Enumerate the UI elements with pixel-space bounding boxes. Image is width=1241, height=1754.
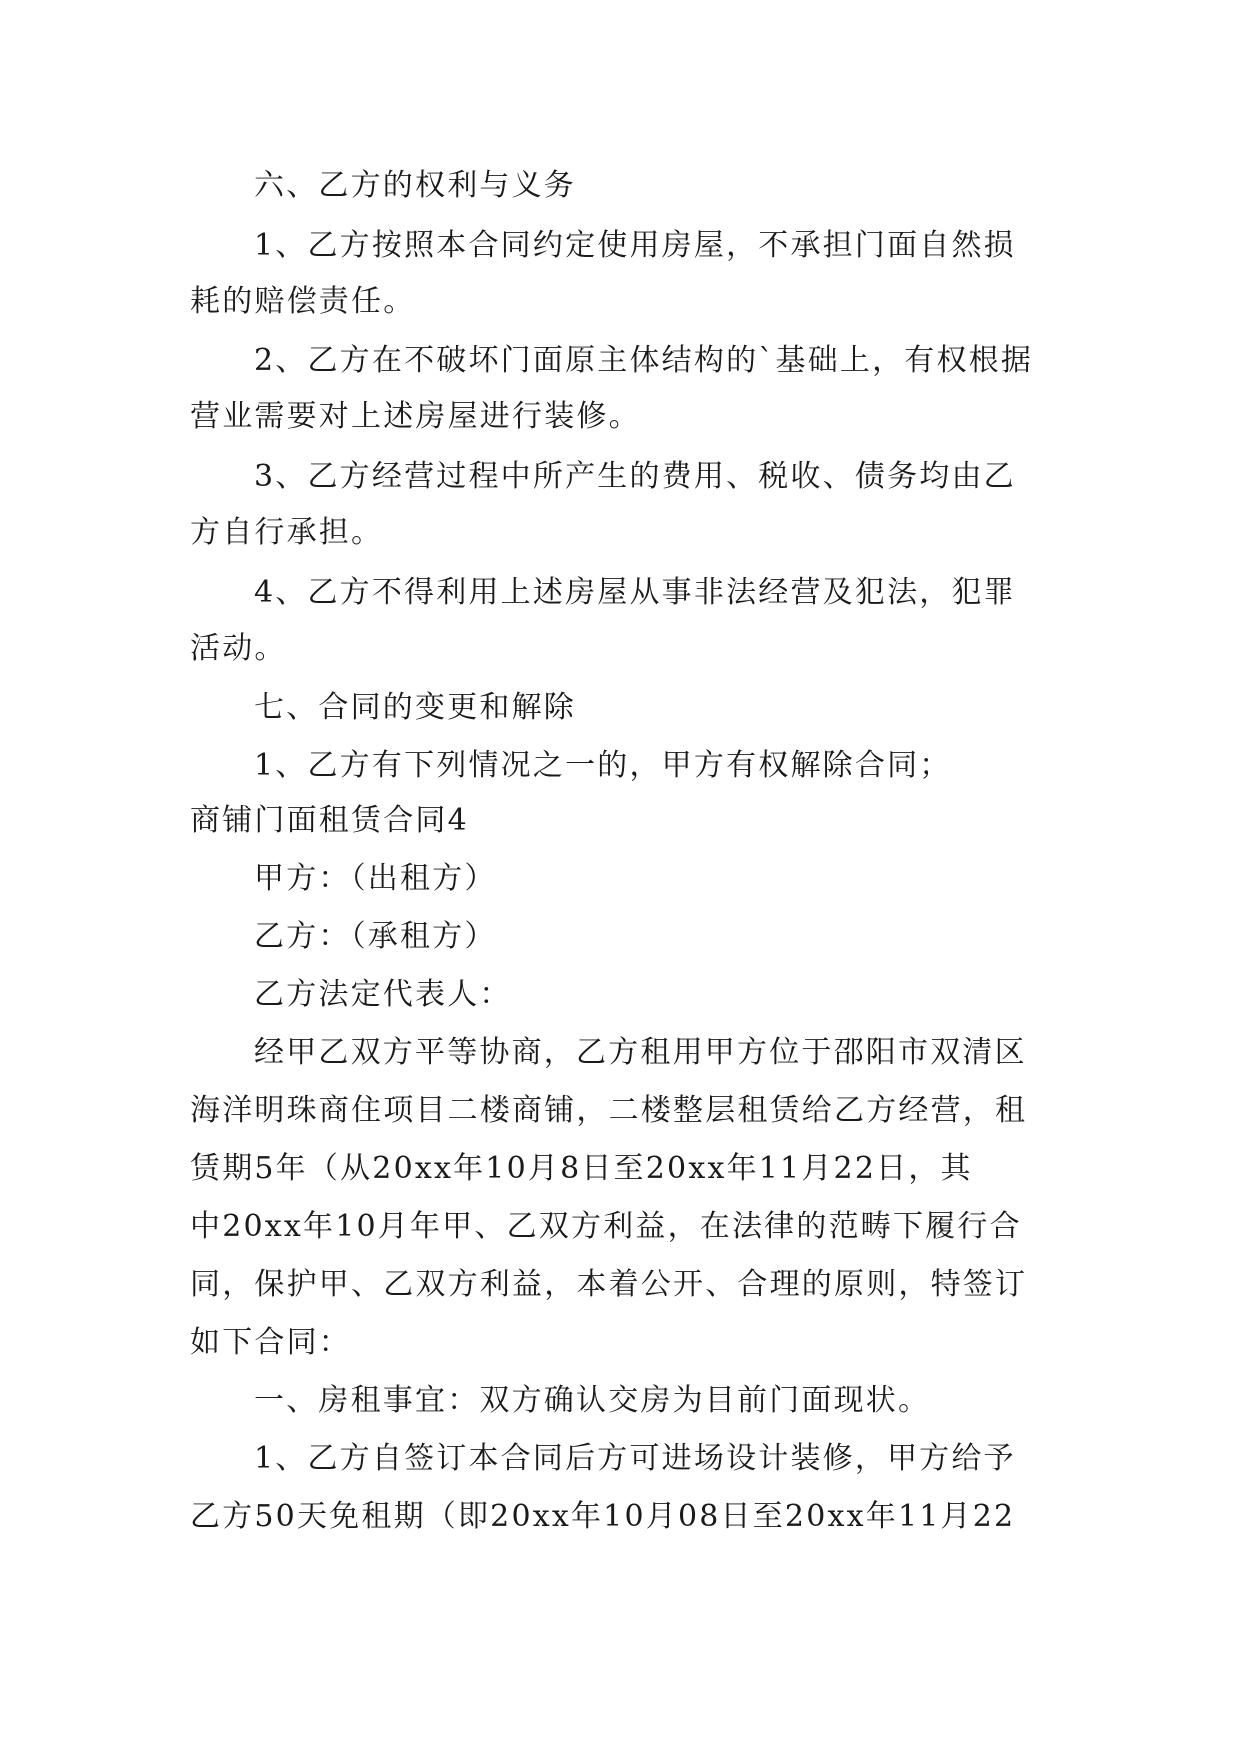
section-heading-six: 六、乙方的权利与义务 <box>254 168 576 203</box>
paragraph-line: 海洋明珠商住项目二楼商铺，二楼整层租赁给乙方经营，租 <box>190 1093 1028 1128</box>
paragraph-line: 赁期5年（从20xx年10月8日至20xx年11月22日，其 <box>190 1151 973 1186</box>
paragraph-line: 1、乙方自签订本合同后方可进场设计装修，甲方给予 <box>254 1441 1016 1476</box>
paragraph-line: 方自行承担。 <box>190 515 384 550</box>
paragraph-line: 如下合同： <box>190 1325 351 1360</box>
paragraph-line: 耗的赔偿责任。 <box>190 284 416 319</box>
party-b-label: 乙方：（承租方） <box>254 919 497 954</box>
paragraph-line: 1、乙方按照本合同约定使用房屋，不承担门面自然损 <box>254 228 1016 263</box>
paragraph-line: 活动。 <box>190 631 287 666</box>
section-heading-one: 一、房租事宜：双方确认交房为目前门面现状。 <box>254 1383 931 1418</box>
party-b-representative: 乙方法定代表人： <box>254 977 512 1012</box>
paragraph-line: 经甲乙双方平等协商，乙方租用甲方位于邵阳市双清区 <box>254 1035 1027 1070</box>
paragraph-line: 4、乙方不得利用上述房屋从事非法经营及犯法，犯罪 <box>254 575 1016 610</box>
paragraph-line: 乙方50天免租期（即20xx年10月08日至20xx年11月22 <box>190 1499 1016 1534</box>
paragraph-line: 3、乙方经营过程中所产生的费用、税收、债务均由乙 <box>254 459 1016 494</box>
party-a-label: 甲方：（出租方） <box>254 861 497 896</box>
paragraph-line: 同，保护甲、乙双方利益，本着公开、合理的原则，特签订 <box>190 1267 1028 1302</box>
paragraph-line: 1、乙方有下列情况之一的，甲方有权解除合同； <box>254 748 952 783</box>
paragraph-line: 中20xx年10月年甲、乙双方利益，在法律的范畴下履行合 <box>190 1209 1022 1244</box>
paragraph-line: 营业需要对上述房屋进行装修。 <box>190 399 641 434</box>
paragraph-line: 2、乙方在不破坏门面原主体结构的`基础上，有权根据 <box>254 343 1034 378</box>
contract-title: 商铺门面租赁合同4 <box>190 803 469 838</box>
section-heading-seven: 七、合同的变更和解除 <box>254 690 576 725</box>
